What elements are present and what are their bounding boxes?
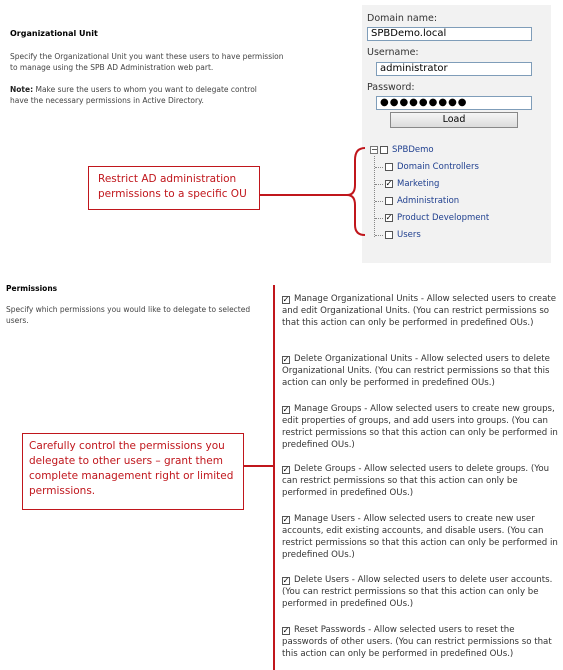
ou-callout: Restrict AD administration permissions to a specific OU (88, 166, 260, 210)
ou-selector-panel (362, 5, 551, 263)
ou-callout-bracket (255, 140, 375, 240)
tree-node-label[interactable]: Product Development (397, 213, 490, 223)
tree-node-product-development[interactable] (375, 213, 489, 223)
permission-label: Delete Users - Allow selected users to delete user accounts.(You can restrict permissions so that this action can only be performed in predefined OUs.) (282, 575, 553, 609)
domain-name-label: Domain name: (367, 13, 438, 24)
tree-branch-line (375, 201, 383, 202)
permission-checkbox[interactable]: ✓ (282, 465, 290, 474)
tree-node-users[interactable] (375, 230, 421, 240)
permission-label: Reset Passwords - Allow selected users to reset the passwords of other users. (You can restrict permissions so that this action can only be performed in predefined OUs.) (282, 625, 552, 659)
password-input[interactable]: ●●●●●●●●● (376, 96, 532, 110)
permission-label: Delete Groups - Allow selected users to delete groups. (You can restrict permissions so that this action can only be performed in predefined OUs.) (282, 464, 550, 498)
tree-checkbox[interactable] (385, 197, 393, 205)
permissions-callout-connector (243, 465, 273, 467)
tree-node-domain-controllers[interactable] (375, 162, 479, 172)
permission-checkbox[interactable]: ✓ (282, 626, 290, 635)
permission-checkbox[interactable]: ✓ (282, 405, 290, 414)
note-label: Note: (10, 85, 34, 94)
tree-checkbox-checked[interactable]: ✓ (385, 213, 393, 222)
permission-checkbox[interactable]: ✓ (282, 515, 290, 524)
collapse-icon[interactable]: − (371, 145, 378, 154)
domain-name-input[interactable]: SPBDemo.local (367, 27, 532, 41)
permission-label: Delete Organizational Units - Allow selected users to delete Organizational Units. (You can restrict permissions so that this action can only be performed in predefined OUs.) (282, 354, 550, 388)
tree-branch-line (375, 235, 383, 236)
permission-manage-groups[interactable] (282, 403, 560, 451)
permissions-section-description: Specify which permissions you would like to delegate to selected users. (6, 305, 251, 325)
ou-section-description: Specify the Organizational Unit you want these users to have permission to manage using the SPB AD Administration web part. (10, 52, 284, 72)
tree-branch-line (375, 184, 383, 185)
permission-delete-ous[interactable] (282, 353, 560, 389)
ou-section-title: Organizational Unit (10, 29, 98, 38)
tree-node-label[interactable]: Domain Controllers (397, 162, 479, 172)
ou-tree (370, 145, 434, 155)
tree-checkbox-checked[interactable]: ✓ (385, 179, 393, 188)
permission-label: Manage Users - Allow selected users to create new user accounts, edit existing accounts, and disable users. (You can restrict permissions so that this action can only be performed in predefined OUs.) (282, 514, 558, 560)
tree-node-label[interactable]: Administration (397, 196, 460, 206)
ou-section-note (10, 84, 270, 106)
tree-node-administration[interactable] (375, 196, 459, 206)
password-label: Password: (367, 82, 415, 93)
tree-node-label[interactable]: SPBDemo (392, 145, 434, 155)
permission-delete-groups[interactable] (282, 463, 560, 499)
permission-checkbox[interactable]: ✓ (282, 295, 290, 304)
permission-manage-users[interactable] (282, 513, 560, 561)
permission-checkbox[interactable]: ✓ (282, 355, 290, 364)
tree-node-marketing[interactable] (375, 179, 439, 189)
permission-reset-passwords[interactable] (282, 624, 560, 660)
username-input[interactable]: administrator (376, 62, 532, 76)
tree-root-checkbox[interactable] (380, 146, 388, 154)
permissions-callout: Carefully control the permissions you delegate to other users – grant them complete management right or limited permissions. (22, 433, 244, 510)
permissions-section-title: Permissions (6, 284, 58, 293)
tree-node-label[interactable]: Users (397, 230, 421, 240)
load-button[interactable]: Load (390, 112, 518, 128)
username-label: Username: (367, 47, 419, 58)
tree-node-root[interactable] (370, 145, 434, 155)
tree-branch-line (375, 167, 383, 168)
permission-checkbox[interactable]: ✓ (282, 576, 290, 585)
tree-branch-line (375, 218, 383, 219)
tree-node-label[interactable]: Marketing (397, 179, 440, 189)
permission-manage-ous[interactable] (282, 293, 560, 329)
tree-checkbox[interactable] (385, 231, 393, 239)
note-text: Make sure the users to whom you want to delegate control have the necessary permissions in Active Directory. (10, 85, 257, 105)
permission-label: Manage Organizational Units - Allow selected users to create and edit Organizational Units. (You can restrict permissions so that this action can only be performed in predefined OUs.) (282, 294, 557, 328)
permission-delete-users[interactable] (282, 574, 560, 610)
permission-label: Manage Groups - Allow selected users to create new groups, edit properties of groups, and add users into groups. (You can restrict permissions so that this action can only be performed in predefined OUs.) (282, 404, 558, 450)
tree-checkbox[interactable] (385, 163, 393, 171)
